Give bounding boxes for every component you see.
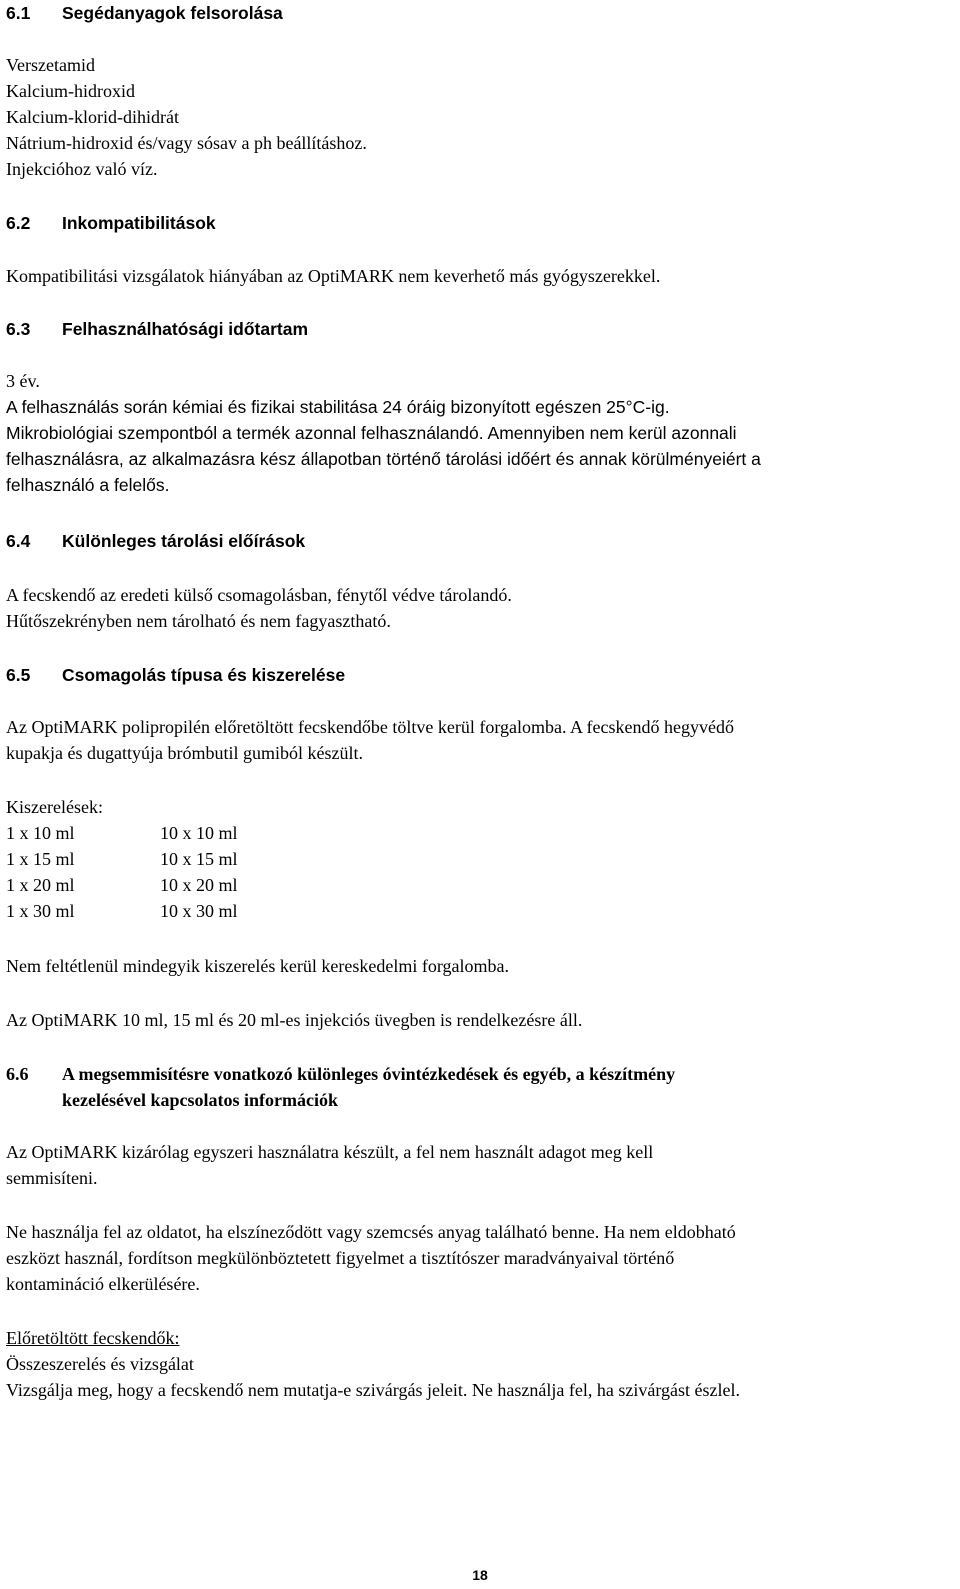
pack-sizes-label: Kiszerelések: bbox=[6, 797, 103, 817]
excipient-item: Kalcium-klorid-dihidrát bbox=[6, 107, 179, 127]
section-6-6-heading bbox=[6, 1063, 675, 1085]
pack-size-multi: 10 x 10 ml bbox=[160, 823, 238, 843]
handling-line: kontamináció elkerülésére. bbox=[6, 1274, 200, 1294]
section-6-6-heading-cont: kezelésével kapcsolatos információk bbox=[62, 1090, 338, 1110]
pack-size-single: 1 x 10 ml bbox=[6, 823, 75, 843]
excipient-item: Kalcium-hidroxid bbox=[6, 81, 135, 101]
excipient-item: Verszetamid bbox=[6, 55, 95, 75]
pack-size-row bbox=[6, 822, 238, 844]
pack-size-single: 1 x 15 ml bbox=[6, 849, 75, 869]
pack-size-multi: 10 x 15 ml bbox=[160, 849, 238, 869]
storage-line: Hűtőszekrényben nem tárolható és nem fagyasztható. bbox=[6, 611, 391, 631]
handling-line: Ne használja fel az oldatot, ha elszíneződött vagy szemcsés anyag található benne. Ha nem eldobható bbox=[6, 1222, 736, 1242]
disposal-line: Az OptiMARK kizárólag egyszeri használatra készült, a fel nem használt adagot meg kell bbox=[6, 1142, 654, 1162]
section-number: 6.1 bbox=[6, 3, 31, 23]
marketing-note: Nem feltétlenül mindegyik kiszerelés kerül kereskedelmi forgalomba. bbox=[6, 956, 509, 976]
section-number: 6.6 bbox=[6, 1064, 29, 1084]
pack-size-single: 1 x 30 ml bbox=[6, 901, 75, 921]
pack-size-multi: 10 x 30 ml bbox=[160, 901, 238, 921]
pack-size-row bbox=[6, 874, 238, 896]
shelf-life-line: felhasználásra, az alkalmazásra kész állapotban történő tárolási időért és annak körülményeiért a bbox=[6, 449, 761, 469]
assembly-text: Vizsgálja meg, hogy a fecskendő nem mutatja-e szivárgás jeleit. Ne használja fel, ha szivárgást észlel. bbox=[6, 1380, 740, 1400]
section-number: 6.5 bbox=[6, 665, 31, 685]
section-title: Felhasználhatósági időtartam bbox=[62, 319, 309, 339]
section-6-1-heading bbox=[6, 2, 283, 24]
excipient-item: Injekcióhoz való víz. bbox=[6, 159, 158, 179]
shelf-life-line: 3 év. bbox=[6, 371, 40, 391]
pack-size-row bbox=[6, 848, 238, 870]
section-title: Inkompatibilitások bbox=[62, 213, 216, 233]
section-6-4-heading bbox=[6, 530, 305, 552]
shelf-life-line: Mikrobiológiai szempontból a termék azonnal felhasználandó. Amennyiben nem kerül azonnali bbox=[6, 423, 737, 443]
pack-size-row bbox=[6, 900, 238, 922]
excipient-item: Nátrium-hidroxid és/vagy sósav a ph beállításhoz. bbox=[6, 133, 367, 153]
pack-size-multi: 10 x 20 ml bbox=[160, 875, 238, 895]
section-number: 6.3 bbox=[6, 319, 31, 339]
page-number: 18 bbox=[472, 1567, 488, 1583]
shelf-life-line: A felhasználás során kémiai és fizikai stabilitása 24 óráig bizonyított egészen 25°C-ig. bbox=[6, 397, 670, 417]
vial-availability-note: Az OptiMARK 10 ml, 15 ml és 20 ml-es injekciós üvegben is rendelkezésre áll. bbox=[6, 1010, 583, 1030]
section-6-3-heading bbox=[6, 318, 308, 340]
section-6-5-heading bbox=[6, 664, 345, 686]
section-number: 6.4 bbox=[6, 531, 31, 551]
pack-size-single: 1 x 20 ml bbox=[6, 875, 75, 895]
disposal-line: semmisíteni. bbox=[6, 1168, 98, 1188]
incompatibility-text: Kompatibilitási vizsgálatok hiányában az OptiMARK nem keverhető más gyógyszerekkel. bbox=[6, 266, 661, 286]
packaging-desc-line: kupakja és dugattyúja brómbutil gumiból készült. bbox=[6, 743, 363, 763]
assembly-heading: Összeszerelés és vizsgálat bbox=[6, 1354, 194, 1374]
prefilled-syringes-heading: Előretöltött fecskendők: bbox=[6, 1328, 180, 1348]
section-title: Különleges tárolási előírások bbox=[62, 531, 306, 551]
section-6-2-heading bbox=[6, 212, 216, 234]
packaging-desc-line: Az OptiMARK polipropilén előretöltött fecskendőbe töltve kerül forgalomba. A fecskendő hegyvédő bbox=[6, 717, 734, 737]
shelf-life-line: felhasználó a felelős. bbox=[6, 475, 170, 495]
section-title: Csomagolás típusa és kiszerelése bbox=[62, 665, 346, 685]
section-title: A megsemmisítésre vonatkozó különleges óvintézkedések és egyéb, a készítmény bbox=[62, 1064, 676, 1084]
section-number: 6.2 bbox=[6, 213, 31, 233]
storage-line: A fecskendő az eredeti külső csomagolásban, fénytől védve tárolandó. bbox=[6, 585, 512, 605]
handling-line: eszközt használ, fordítson megkülönböztetett figyelmet a tisztítószer maradványaival történő bbox=[6, 1248, 675, 1268]
section-title: Segédanyagok felsorolása bbox=[62, 3, 283, 23]
